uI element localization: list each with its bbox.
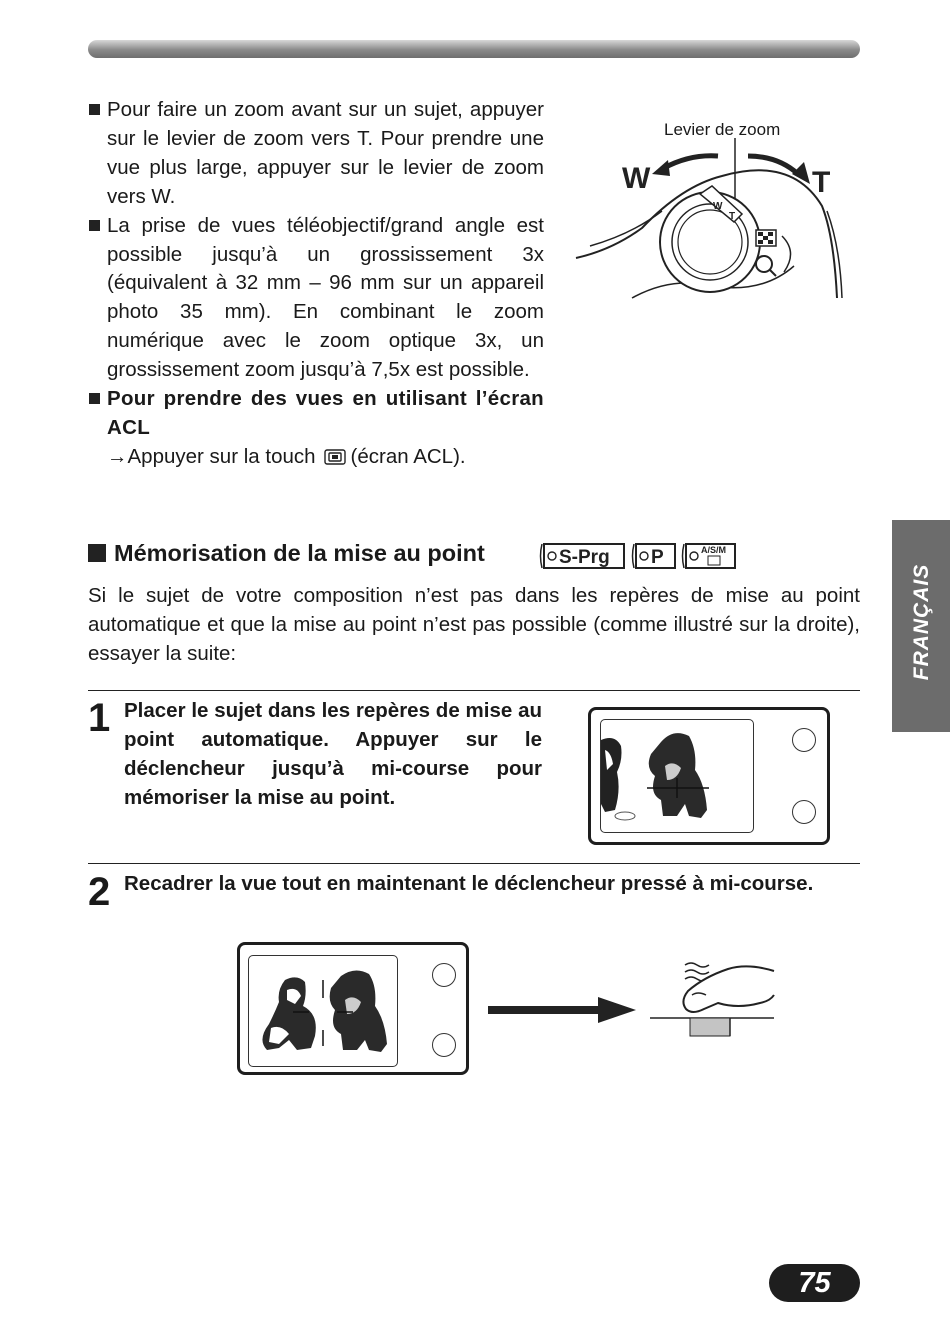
touch-lcd-icon xyxy=(324,449,346,465)
section-title xyxy=(88,540,485,567)
lever-w-mark: W xyxy=(713,201,723,212)
camera-button-icon xyxy=(792,728,816,752)
bullet-text: Pour faire un zoom avant sur un sujet, appuyer sur le levier de zoom vers T. Pour prendre une vue plus large, appuyer sur le levier de zoom vers W. xyxy=(107,98,544,208)
zoom-lever-icon xyxy=(572,116,860,306)
camera-button-icon xyxy=(792,800,816,824)
zoom-tele-label: T xyxy=(812,166,831,199)
section-title-text: Mémorisation de la mise au point xyxy=(114,540,485,566)
language-tab xyxy=(892,520,950,732)
step-1-number: 1 xyxy=(88,696,111,740)
bullet-text: La prise de vues téléobjectif/grand angle est possible jusqu’à un grossissement 3x (équivalent à 32 mm – 96 mm sur un appareil photo 35 mm). En combinant le zoom numérique avec le zoom optique 3x, un grossissement zoom jusqu’à 7,5x est possible. xyxy=(107,213,544,382)
bullet-list xyxy=(88,96,544,472)
lcd-screen xyxy=(600,719,754,833)
lever-t-mark: T xyxy=(729,211,736,222)
mode-asm-icon: A/S/M xyxy=(701,545,727,555)
mode-sprg-icon: S-Prg xyxy=(559,547,610,568)
top-bar xyxy=(88,40,860,58)
zoom-lever-label: Levier de zoom xyxy=(664,120,781,139)
bullet-marker xyxy=(89,104,100,115)
bullet-magnification xyxy=(88,212,544,385)
language-tab-label: FRANÇAIS xyxy=(910,563,933,681)
mode-p-icon: P xyxy=(651,547,664,568)
lcd-instruction-text: Appuyer sur la touch xyxy=(127,444,316,468)
bullet-marker xyxy=(89,393,100,404)
lcd-screen xyxy=(248,955,398,1067)
zoom-wide-label: W xyxy=(622,162,651,195)
page-number: 75 xyxy=(769,1264,860,1302)
step-1-text: Placer le sujet dans les repères de mise au point automatique. Appuyer sur le déclencheur jusqu’à mi-course pour mémoriser la mise au point. xyxy=(124,699,542,809)
bullet-marker xyxy=(89,220,100,231)
arrow-right-icon xyxy=(486,995,638,1025)
camera-button-icon xyxy=(432,963,456,987)
section-intro: Si le sujet de votre composition n’est pas dans les repères de mise au point automatique et que la mise au point n’est pas possible (comme illustré sur la droite), essayer la suite: xyxy=(88,584,860,665)
camera-button-icon xyxy=(432,1033,456,1057)
lcd-instruction xyxy=(88,443,544,472)
camera-back-icon xyxy=(237,942,469,1075)
dogs-icon xyxy=(601,720,753,832)
section-marker xyxy=(88,544,106,562)
arrow-icon: → xyxy=(107,444,128,468)
camera-back-icon xyxy=(588,707,830,845)
mode-icons xyxy=(538,541,738,571)
step-2-text: Recadrer la vue tout en maintenant le déclencheur pressé à mi-course. xyxy=(124,872,814,895)
bullet-lcd xyxy=(88,385,544,443)
lcd-instruction-suffix: (écran ACL). xyxy=(350,444,466,468)
shutter-press-icon xyxy=(648,955,778,1040)
step-2-number: 2 xyxy=(88,870,111,914)
dogs-icon xyxy=(249,956,397,1066)
divider xyxy=(88,690,860,691)
bullet-zoom xyxy=(88,96,544,212)
bullet-heading: Pour prendre des vues en utilisant l’écran ACL xyxy=(107,387,544,439)
divider xyxy=(88,863,860,864)
